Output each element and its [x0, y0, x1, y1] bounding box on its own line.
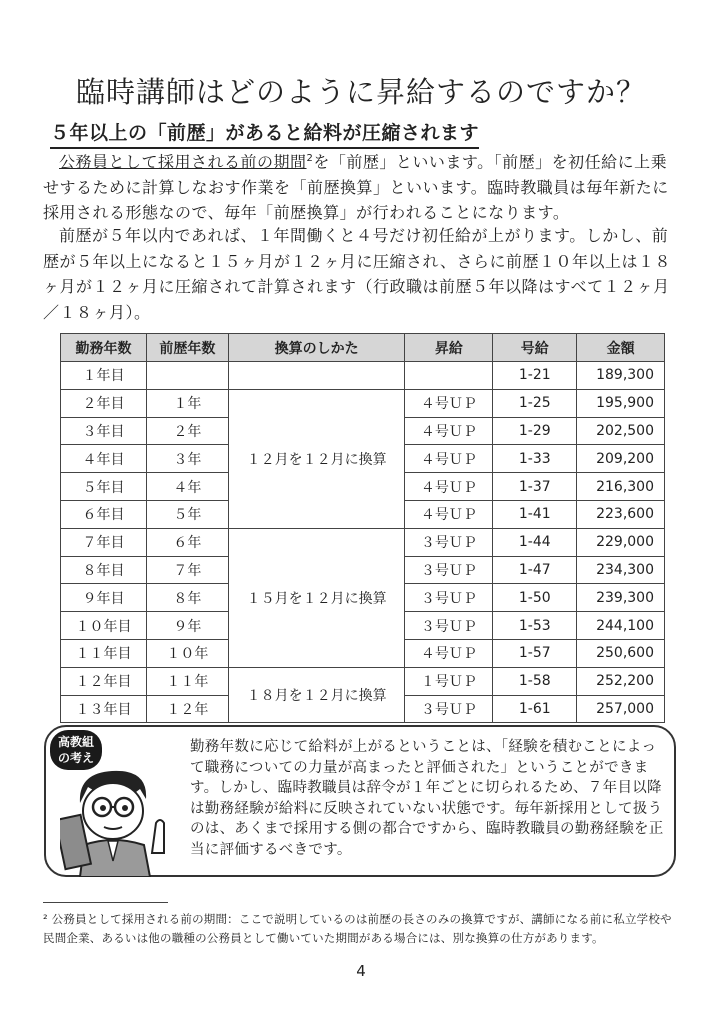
- table-row: [61, 667, 665, 695]
- year-cell: １２年目: [61, 667, 147, 695]
- table-header-row: [61, 334, 665, 362]
- footnote-divider: [43, 902, 168, 903]
- prior-cell: １２年: [146, 695, 228, 723]
- page-title: 臨時講師はどのように昇給するのですか？: [75, 75, 646, 109]
- salary-table: [60, 333, 665, 723]
- year-cell: ８年目: [61, 556, 147, 584]
- teacher-illustration: [60, 765, 180, 877]
- grade-cell: 1-37: [493, 473, 577, 501]
- prior-cell: ２年: [146, 417, 228, 445]
- para1-rest: を「前歴」といいます。「前歴」を初任給に上乗せするために計算しなおす作業を「前歴換算」といいます。臨時教職員は毎年新たに採用される形態なので、毎年「前歴換算」が行われることになります。: [43, 152, 669, 223]
- raise-cell: ３号ＵＰ: [405, 584, 493, 612]
- prior-cell: ７年: [146, 556, 228, 584]
- amount-cell: 229,000: [577, 528, 665, 556]
- raise-cell: １号ＵＰ: [405, 667, 493, 695]
- header-cell: 号給: [493, 334, 577, 362]
- prior-cell: ５年: [146, 500, 228, 528]
- raise-cell: ４号ＵＰ: [405, 500, 493, 528]
- table-row: [61, 389, 665, 417]
- amount-cell: 234,300: [577, 556, 665, 584]
- year-cell: ３年目: [61, 417, 147, 445]
- year-cell: ７年目: [61, 528, 147, 556]
- year-cell: ２年目: [61, 389, 147, 417]
- prior-cell: ６年: [146, 528, 228, 556]
- prior-cell: [146, 362, 228, 390]
- raise-cell: [405, 362, 493, 390]
- year-cell: ９年目: [61, 584, 147, 612]
- grade-cell: 1-50: [493, 584, 577, 612]
- raise-cell: ４号ＵＰ: [405, 417, 493, 445]
- union-badge: [50, 730, 102, 770]
- year-cell: １年目: [61, 362, 147, 390]
- prior-cell: ９年: [146, 612, 228, 640]
- header-cell: 前歴年数: [146, 334, 228, 362]
- amount-cell: 216,300: [577, 473, 665, 501]
- amount-cell: 195,900: [577, 389, 665, 417]
- amount-cell: 223,600: [577, 500, 665, 528]
- year-cell: ４年目: [61, 445, 147, 473]
- raise-cell: ３号ＵＰ: [405, 612, 493, 640]
- header-cell: 金額: [577, 334, 665, 362]
- underlined-term: 公務員として採用される前の期間: [59, 152, 307, 172]
- grade-cell: 1-53: [493, 612, 577, 640]
- amount-cell: 189,300: [577, 362, 665, 390]
- amount-cell: 239,300: [577, 584, 665, 612]
- para2-text: 前歴が５年以内であれば、１年間働くと４号だけ初任給が上がります。しかし、前歴が５年以上になると１５ヶ月が１２ヶ月に圧縮され、さらに前歴１０年以上は１８ヶ月が１２ヶ月に圧縮されて計算されます（行政職は前歴５年以降はすべて１２ヶ月／１８ヶ月）。: [43, 226, 671, 322]
- raise-cell: ３号ＵＰ: [405, 695, 493, 723]
- year-cell: １１年目: [61, 639, 147, 667]
- grade-cell: 1-25: [493, 389, 577, 417]
- prior-cell: ８年: [146, 584, 228, 612]
- raise-cell: ４号ＵＰ: [405, 389, 493, 417]
- header-cell: 昇給: [405, 334, 493, 362]
- table-row: [61, 362, 665, 390]
- year-cell: ５年目: [61, 473, 147, 501]
- prior-cell: １１年: [146, 667, 228, 695]
- raise-cell: ４号ＵＰ: [405, 473, 493, 501]
- amount-cell: 257,000: [577, 695, 665, 723]
- prior-cell: ３年: [146, 445, 228, 473]
- prior-cell: ４年: [146, 473, 228, 501]
- year-cell: ６年目: [61, 500, 147, 528]
- footnote-ref: 2: [306, 153, 314, 164]
- badge-line1: 高教組: [57, 735, 94, 749]
- footnote: ² 公務員として採用される前の期間：ここで説明しているのは前歴の長さのみの換算ですが、講師になる前に私立学校や民間企業、あるいは他の職種の公務員として働いていた期間がある場合には、別な換算の仕方があります。: [43, 912, 672, 945]
- grade-cell: 1-33: [493, 445, 577, 473]
- grade-cell: 1-21: [493, 362, 577, 390]
- badge-line2: の考え: [57, 751, 94, 765]
- page-number: 4: [356, 962, 366, 980]
- conversion-cell: １５月を１２月に換算: [228, 528, 405, 667]
- amount-cell: 250,600: [577, 639, 665, 667]
- amount-cell: 252,200: [577, 667, 665, 695]
- grade-cell: 1-41: [493, 500, 577, 528]
- raise-cell: ３号ＵＰ: [405, 556, 493, 584]
- conversion-cell: [228, 362, 405, 390]
- explanation-paragraph: [43, 223, 683, 325]
- raise-cell: ３号ＵＰ: [405, 528, 493, 556]
- grade-cell: 1-47: [493, 556, 577, 584]
- amount-cell: 202,500: [577, 417, 665, 445]
- grade-cell: 1-58: [493, 667, 577, 695]
- conversion-cell: １８月を１２月に換算: [228, 667, 405, 723]
- raise-cell: ４号ＵＰ: [405, 639, 493, 667]
- conversion-cell: １２月を１２月に換算: [228, 389, 405, 528]
- header-cell: 換算のしかた: [228, 334, 405, 362]
- table-row: [61, 528, 665, 556]
- prior-cell: １０年: [146, 639, 228, 667]
- raise-cell: ４号ＵＰ: [405, 445, 493, 473]
- opinion-text: 勤務年数に応じて給料が上がるということは、「経験を積むことによって職務についての力量が高まったと評価された」ということができます。しかし、臨時教職員は辞令が１年ごとに切られるため、７年目以降は勤務経験が給料に反映されていない状態です。毎年新採用として扱うのは、あくまで採用する側の都合ですから、臨時教職員の勤務経験を正当に評価するべきです。: [190, 739, 664, 858]
- section-heading: ５年以上の「前歴」があると給料が圧縮されます: [50, 118, 479, 149]
- year-cell: １３年目: [61, 695, 147, 723]
- prior-cell: １年: [146, 389, 228, 417]
- grade-cell: 1-29: [493, 417, 577, 445]
- amount-cell: 209,200: [577, 445, 665, 473]
- header-cell: 勤務年数: [61, 334, 147, 362]
- grade-cell: 1-44: [493, 528, 577, 556]
- year-cell: １０年目: [61, 612, 147, 640]
- grade-cell: 1-57: [493, 639, 577, 667]
- amount-cell: 244,100: [577, 612, 665, 640]
- grade-cell: 1-61: [493, 695, 577, 723]
- intro-paragraph: [43, 146, 683, 226]
